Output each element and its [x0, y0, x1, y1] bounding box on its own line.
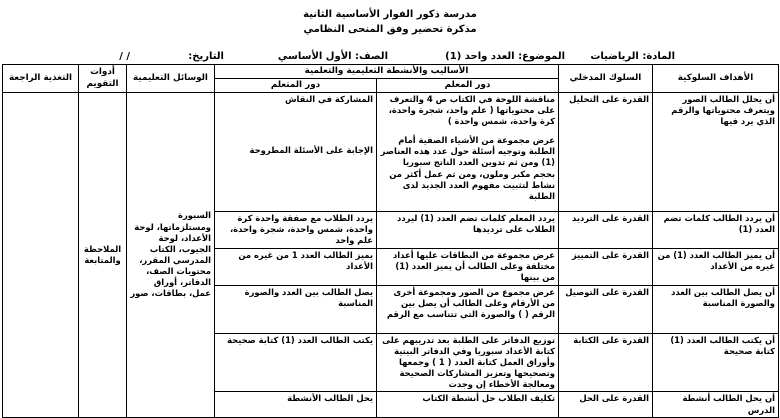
- student-cell: يحل الطالب الأنشطة: [215, 392, 377, 417]
- teacher-cell: تكليف الطلاب حل أنشطة الكتاب: [377, 392, 559, 417]
- entry-cell: القدرة على الحل: [559, 392, 653, 417]
- header-methods: الأساليب والأنشطة التعليمية والتعلمية: [215, 65, 559, 79]
- student-cell: يردد الطلاب مع صفقة واحدة كرة واحدة، شمس واحدة، شجرة واحدة، علم واحد: [215, 212, 377, 249]
- lesson-plan-table: [2, 64, 779, 418]
- header-teacher-role: دور المعلم: [377, 79, 559, 93]
- objective-cell: أن يردد الطالب كلمات تضم العدد (1): [653, 212, 779, 249]
- entry-cell: القدرة على التحليل: [559, 93, 653, 212]
- subject-label: المادة: الرياضيات: [590, 51, 675, 62]
- date-value: / /: [119, 51, 130, 62]
- teacher-cell: توزيع الدفاتر على الطلبة بعد تدريبهم على كتابة الأعداد سبوريا وفي الدفاتر البيتية وأوراق العمل كتابة العدد ( 1 ) وجمعها وتصحيحها وتعزيز المشاركات الصحيحة ومعالجة الأخطاء إن وجدت: [377, 334, 559, 392]
- meta-row: [0, 45, 780, 65]
- header-aids: الوسائل التعليمية: [127, 65, 215, 93]
- entry-cell: القدرة على التمييز: [559, 249, 653, 286]
- table-row: [3, 93, 779, 212]
- teacher-text: مناقشة اللوحة في الكتاب ص 4 والتعرف على محتوياتها ( علم واحد، شجرة واحدة، كرة واحدة، شمس واحدة ): [388, 94, 555, 127]
- entry-cell: القدرة على التوصيل: [559, 286, 653, 334]
- date-label: التاريخ:: [188, 51, 224, 62]
- header-assessment: أدوات التقويم: [79, 65, 127, 93]
- teacher-cell: يردد المعلم كلمات تضم العدد (1) ليردد الطلاب على ترديدها: [377, 212, 559, 249]
- teacher-cell: عرض مجموع من الصور ومجموعة أخرى من الأرقام وعلى الطالب أن يصل بين الرقم ( ) والصورة التي تتناسب مع الرقم: [377, 286, 559, 334]
- student-cell: [215, 93, 377, 212]
- objective-cell: أن يصل الطالب بين العدد والصورة المناسبة: [653, 286, 779, 334]
- feedback-cell: [3, 93, 79, 418]
- header-student-role: دور المتعلم: [215, 79, 377, 93]
- assessment-cell: الملاحظة والمتابعة: [79, 93, 127, 418]
- school-name: مدرسة ذكور الفوار الأساسية الثانية: [303, 9, 477, 20]
- student-text: الإجابة على الأسئلة المطروحة: [249, 145, 373, 156]
- grade-label: الصف: الأول الأساسي: [277, 51, 388, 62]
- student-cell: يميز الطالب العدد 1 من غيره من الأعداد: [215, 249, 377, 286]
- header-objectives: الأهداف السلوكية: [653, 65, 779, 93]
- entry-cell: القدرة على الكتابة: [559, 334, 653, 392]
- topic-label: الموضوع: العدد واحد (1): [445, 51, 565, 62]
- teacher-cell: [377, 93, 559, 212]
- teacher-cell: عرض مجموعة من البطاقات عليها أعداد مختلفة وعلى الطالب أن يميز العدد (1) من بينها: [377, 249, 559, 286]
- aids-cell: السبورة ومستلزماتها، لوحة الأعداد، لوحة الجيوب، الكتاب المدرسي المقرر، محتويات الصف، الدفاتر، أوراق عمل، بطاقات، صور: [127, 93, 215, 418]
- objective-cell: أن يميز الطالب العدد (1) من غيره من الأعداد: [653, 249, 779, 286]
- objective-cell: أن يحلل الطالب الصور ويتعرف محتوياتها والرقم الذي يرد فيها: [653, 93, 779, 212]
- entry-cell: القدرة على الترديد: [559, 212, 653, 249]
- student-cell: يكتب الطالب العدد (1) كتابة صحيحة: [215, 334, 377, 392]
- objective-cell: أن يكتب الطالب العدد (1) كتابة صحيحة: [653, 334, 779, 392]
- document-title: مذكرة تحضير وفق المنحى النظامي: [303, 24, 477, 35]
- header-feedback: التغذية الراجعة: [3, 65, 79, 93]
- student-cell: يصل الطالب بين العدد والصورة المناسبة: [215, 286, 377, 334]
- objective-cell: أن يحل الطالب أنشطة الدرس: [653, 392, 779, 417]
- teacher-text: عرض مجموعة من الأشياء الصفية أمام الطلبة وتوجيه أسئلة حول عدد هذه العناصر (1) ومن ثم تدوين العدد الناتج سبوريا بحجم مكبر وملون، ومن ثم عمل أكثر من نشاط لتثبيت مفهوم العدد الجديد لدى الطلبة: [380, 135, 555, 201]
- student-text: المشاركة في النقاش: [284, 94, 373, 104]
- header-entry-behavior: السلوك المدخلي: [559, 65, 653, 93]
